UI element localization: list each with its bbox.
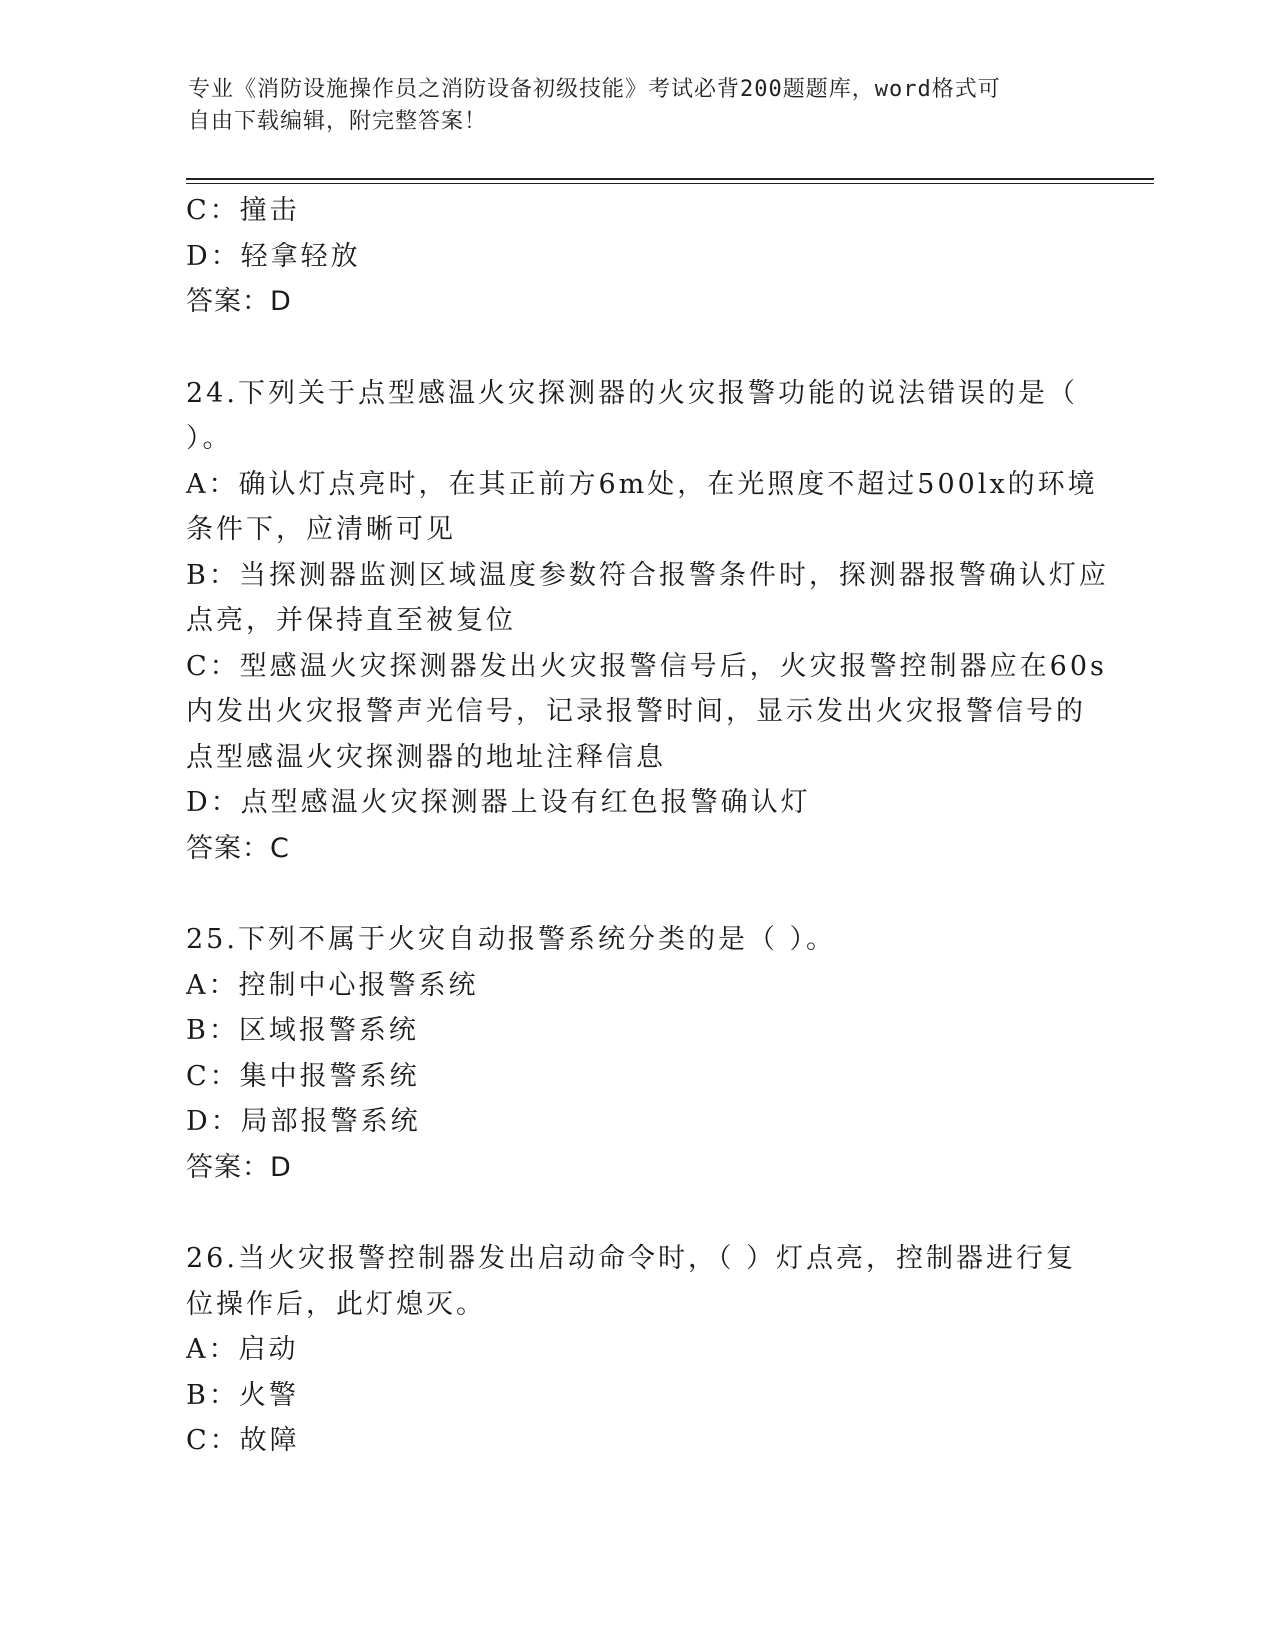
question-stem-cont: ）。: [186, 423, 233, 454]
header-divider-thin: [186, 183, 1154, 184]
option-b: B：当探测器监测区域温度参数符合报警条件时，探测器报警确认灯应: [186, 559, 1109, 591]
page-header: [188, 74, 1088, 138]
question-stem-cont: 位操作后，此灯熄灭。: [186, 1288, 486, 1320]
option-a: A：控制中心报警系统: [186, 969, 479, 1001]
option-c: C：型感温火灾探测器发出火灾报警信号后，火灾报警控制器应在60s: [186, 650, 1107, 682]
question-content: [186, 188, 1109, 1464]
option-c: C：故障: [186, 1425, 300, 1456]
option-a: A：启动: [186, 1334, 299, 1365]
header-divider-thick: [186, 178, 1154, 180]
option-b-cont: 点亮，并保持直至被复位: [186, 605, 516, 636]
option-b: B：区域报警系统: [186, 1015, 419, 1046]
header-line-2: 自由下载编辑，附完整答案！: [188, 109, 488, 134]
option-c: C：撞击: [186, 195, 300, 226]
question-stem: 26.当火灾报警控制器发出启动命令时，（ ）灯点亮，控制器进行复: [186, 1243, 1077, 1274]
answer-line: 答案：C: [186, 832, 290, 864]
answer-line: 答案：D: [186, 1151, 292, 1183]
question-25: [186, 917, 1086, 1190]
answer-line: 答案：D: [186, 286, 292, 317]
question-23-tail: [186, 188, 1086, 325]
option-b: B：火警: [186, 1379, 299, 1411]
header-line-1: 专业《消防设施操作员之消防设备初级技能》考试必背200题题库，word格式可: [188, 77, 1001, 102]
question-stem: 24.下列关于点型感温火灾探测器的火灾报警功能的说法错误的是（: [186, 377, 1078, 409]
option-d: D：轻拿轻放: [186, 240, 361, 272]
option-a-cont: 条件下，应清晰可见: [186, 514, 456, 545]
option-c-cont: 内发出火灾报警声光信号，记录报警时间，显示发出火灾报警信号的: [186, 696, 1086, 727]
option-d: D：局部报警系统: [186, 1106, 421, 1137]
option-c-cont: 点型感温火灾探测器的地址注释信息: [186, 741, 666, 773]
option-c: C：集中报警系统: [186, 1060, 420, 1092]
option-d: D：点型感温火灾探测器上设有红色报警确认灯: [186, 787, 811, 818]
option-a: A：确认灯点亮时，在其正前方6m处，在光照度不超过500lx的环境: [186, 468, 1098, 500]
question-24: [186, 371, 1109, 872]
question-stem: 25.下列不属于火灾自动报警系统分类的是（ ）。: [186, 924, 837, 955]
question-26: [186, 1236, 1086, 1464]
